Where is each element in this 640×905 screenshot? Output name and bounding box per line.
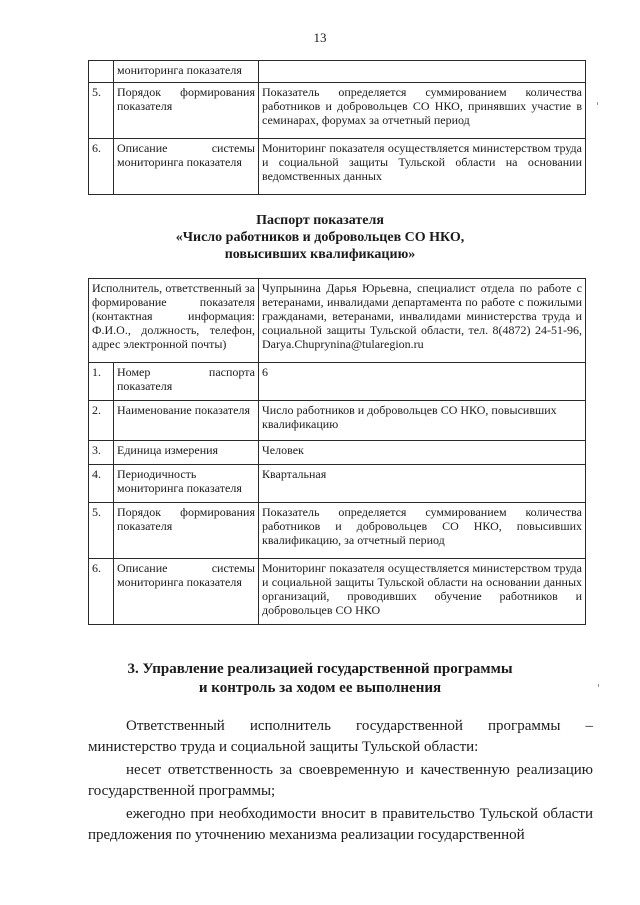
indicator-table-continued xyxy=(88,60,586,195)
section-body xyxy=(88,716,593,848)
row-label: Единица измерения xyxy=(114,441,259,465)
table-row xyxy=(89,503,586,559)
row-number: 5. xyxy=(89,503,114,559)
scan-mark xyxy=(598,684,599,687)
responsible-label: Исполнитель, ответственный за формирование показателя (контактная информация: Ф.И.О., должность, телефон, адрес электронной почты) xyxy=(89,279,259,363)
row-number: 5. xyxy=(89,83,114,139)
section-title-line: и контроль за ходом ее выполнения xyxy=(198,680,442,696)
table-row xyxy=(89,441,586,465)
row-number: 2. xyxy=(89,401,114,441)
section-title xyxy=(0,660,640,698)
row-number: 3. xyxy=(89,441,114,465)
row-value: Показатель определяется суммированием количества работников и добровольцев СО НКО, принявших участие в семинарах, форумах за отчетный период xyxy=(259,83,586,139)
row-number: 6. xyxy=(89,139,114,195)
row-label: Порядок формирования показателя xyxy=(114,83,259,139)
responsible-contact: Чупрынина Дарья Юрьевна, специалист отдела по работе с ветеранами, инвалидами департамента по работе с пожилыми гражданами, ветеранами, инвалидами министерства труда и социальной защиты Тульской области, тел. 8(4872) 24-51-96, Darya.Chuprynina@tularegion.ru xyxy=(259,279,586,363)
table-row xyxy=(89,363,586,401)
passport-table xyxy=(88,278,586,625)
table-row xyxy=(89,83,586,139)
scan-mark xyxy=(597,102,598,105)
page-number: 13 xyxy=(313,30,327,45)
row-label: Номер паспорта показателя xyxy=(114,363,259,401)
row-value: 6 xyxy=(259,363,586,401)
row-label: мониторинга показателя xyxy=(114,61,259,83)
row-label: Порядок формирования показателя xyxy=(114,503,259,559)
table-row xyxy=(89,401,586,441)
row-value: Человек xyxy=(259,441,586,465)
row-value: Показатель определяется суммированием количества работников и добровольцев СО НКО, повысивших квалификацию, за отчетный период xyxy=(259,503,586,559)
paragraph: несет ответственность за своевременную и качественную реализацию государственной программы; xyxy=(88,762,593,799)
row-number: 1. xyxy=(89,363,114,401)
row-number: 6. xyxy=(89,559,114,625)
passport-title-line: Паспорт показателя xyxy=(256,213,384,228)
row-number xyxy=(89,61,114,83)
row-label: Наименование показателя xyxy=(114,401,259,441)
row-label: Описание системы мониторинга показателя xyxy=(114,139,259,195)
passport-title-line: «Число работников и добровольцев СО НКО, xyxy=(175,230,465,245)
row-label: Периодичность мониторинга показателя xyxy=(114,465,259,503)
table-row xyxy=(89,465,586,503)
row-value: Число работников и добровольцев СО НКО, повысивших квалификацию xyxy=(259,401,586,441)
row-value: Мониторинг показателя осуществляется министерством труда и социальной защиты Тульской области на основании ведомственных данных xyxy=(259,139,586,195)
row-number: 4. xyxy=(89,465,114,503)
row-value xyxy=(259,61,586,83)
responsible-row xyxy=(89,279,586,363)
row-value: Квартальная xyxy=(259,465,586,503)
section-title-line: 3. Управление реализацией государственной программы xyxy=(127,661,513,677)
paragraph: ежегодно при необходимости вносит в правительство Тульской области предложения по уточнению механизма реализации государственной xyxy=(88,806,593,843)
row-value: Мониторинг показателя осуществляется министерством труда и социальной защиты Тульской области на основании данных организаций, проводивших обучение работников и добровольцев СО НКО xyxy=(259,559,586,625)
table-row xyxy=(89,559,586,625)
row-label: Описание системы мониторинга показателя xyxy=(114,559,259,625)
table-row xyxy=(89,61,586,83)
passport-title-line: повысивших квалификацию» xyxy=(224,247,416,262)
table-row xyxy=(89,139,586,195)
paragraph: Ответственный исполнитель государственной программы – министерство труда и социальной защиты Тульской области: xyxy=(88,718,593,755)
passport-title xyxy=(0,212,640,263)
